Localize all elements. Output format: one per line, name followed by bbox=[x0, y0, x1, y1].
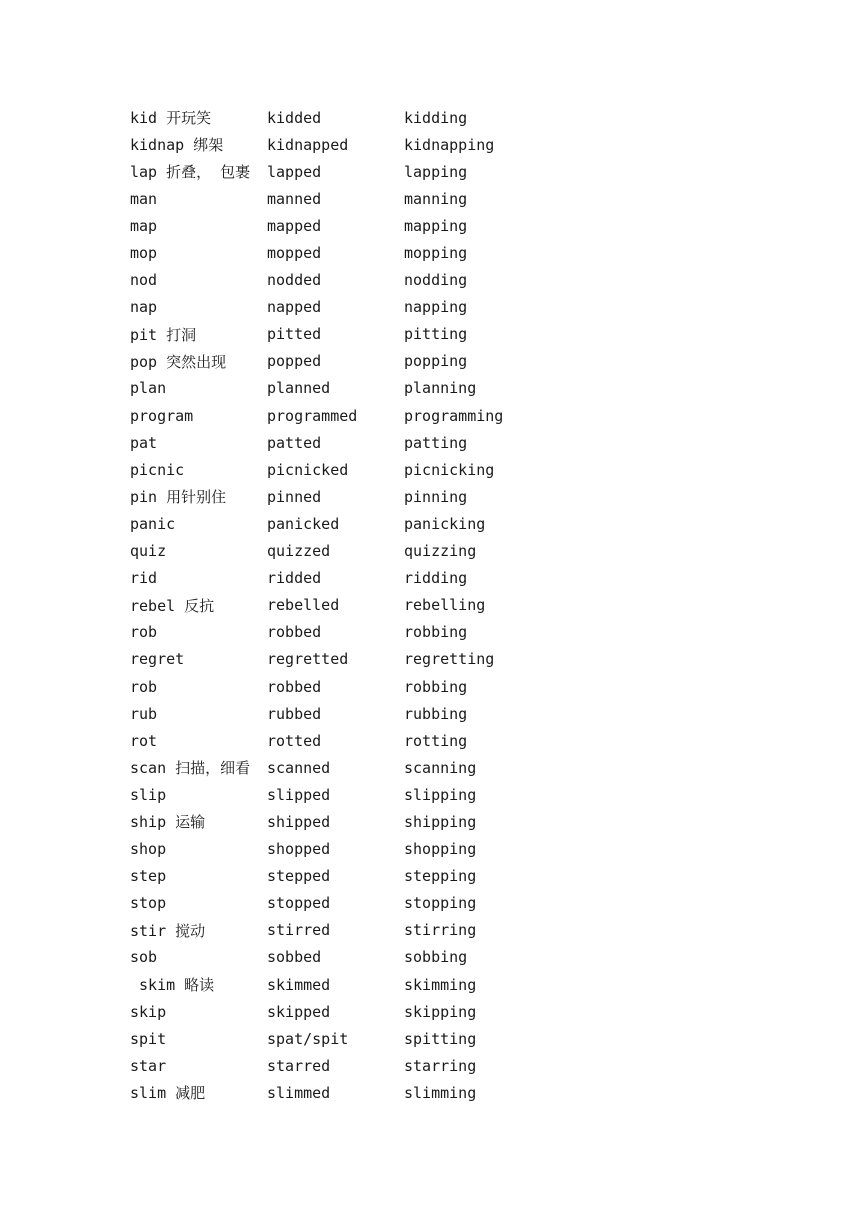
table-row bbox=[130, 538, 554, 565]
base-form-cell: slip bbox=[130, 785, 167, 804]
past-form-cell: scanned bbox=[267, 758, 331, 777]
base-form-cell: skip bbox=[130, 1002, 167, 1021]
table-row bbox=[130, 863, 554, 890]
past-form-cell: popped bbox=[267, 352, 322, 371]
base-form-cell: kid 开玩笑 bbox=[130, 109, 212, 128]
ing-form-cell: mapping bbox=[404, 216, 468, 235]
table-row bbox=[130, 267, 554, 294]
table-row bbox=[130, 158, 554, 185]
base-form-cell: nap bbox=[130, 298, 158, 317]
base-form-cell: rob bbox=[130, 623, 158, 642]
base-form-cell: pop 突然出现 bbox=[130, 352, 227, 371]
table-row bbox=[130, 1052, 554, 1079]
past-form-cell: slimmed bbox=[267, 1083, 331, 1102]
base-form-cell: stir 搅动 bbox=[130, 921, 206, 940]
table-row bbox=[130, 104, 554, 131]
past-form-cell: picnicked bbox=[267, 460, 349, 479]
base-form-cell: sob bbox=[130, 948, 158, 967]
past-form-cell: skimmed bbox=[267, 975, 331, 994]
ing-form-cell: stopping bbox=[404, 894, 477, 913]
ing-form-cell: slipping bbox=[404, 785, 477, 804]
table-row bbox=[130, 321, 554, 348]
base-form-cell: pin 用针别住 bbox=[130, 488, 227, 507]
past-form-cell: lapped bbox=[267, 162, 322, 181]
ing-form-cell: robbing bbox=[404, 677, 468, 696]
table-row bbox=[130, 510, 554, 537]
past-form-cell: rotted bbox=[267, 731, 322, 750]
table-row bbox=[130, 239, 554, 266]
base-form-cell: panic bbox=[130, 514, 176, 533]
table-row bbox=[130, 944, 554, 971]
table-row bbox=[130, 836, 554, 863]
base-form-cell: nod bbox=[130, 271, 158, 290]
past-form-cell: rebelled bbox=[267, 596, 340, 615]
ing-form-cell: scanning bbox=[404, 758, 477, 777]
ing-form-cell: shipping bbox=[404, 812, 477, 831]
base-form-cell: pat bbox=[130, 433, 158, 452]
ing-form-cell: quizzing bbox=[404, 542, 477, 561]
past-form-cell: napped bbox=[267, 298, 322, 317]
ing-form-cell: stepping bbox=[404, 867, 477, 886]
table-row bbox=[130, 375, 554, 402]
ing-form-cell: nodding bbox=[404, 271, 468, 290]
past-form-cell: patted bbox=[267, 433, 322, 452]
table-row bbox=[130, 294, 554, 321]
base-form-cell: lap 折叠， 包裹 bbox=[130, 163, 251, 182]
table-row bbox=[130, 1025, 554, 1052]
ing-form-cell: lapping bbox=[404, 162, 468, 181]
ing-form-cell: planning bbox=[404, 379, 477, 398]
table-row bbox=[130, 808, 554, 835]
ing-form-cell: stirring bbox=[404, 921, 477, 940]
base-form-cell: rid bbox=[130, 569, 158, 588]
ing-form-cell: rebelling bbox=[404, 596, 486, 615]
ing-form-cell: shopping bbox=[404, 840, 477, 859]
past-form-cell: panicked bbox=[267, 514, 340, 533]
past-form-cell: stopped bbox=[267, 894, 331, 913]
base-form-cell: program bbox=[130, 406, 194, 425]
base-form-cell: rebel 反抗 bbox=[130, 596, 215, 615]
table-row bbox=[130, 998, 554, 1025]
ing-form-cell: patting bbox=[404, 433, 468, 452]
ing-form-cell: pitting bbox=[404, 325, 468, 344]
base-form-cell: picnic bbox=[130, 460, 185, 479]
ing-form-cell: picnicking bbox=[404, 460, 495, 479]
base-form-cell: rot bbox=[130, 731, 158, 750]
table-row bbox=[130, 212, 554, 239]
past-form-cell: stepped bbox=[267, 867, 331, 886]
table-row bbox=[130, 483, 554, 510]
ing-form-cell: spitting bbox=[404, 1029, 477, 1048]
base-form-cell: rub bbox=[130, 704, 158, 723]
past-form-cell: pinned bbox=[267, 487, 322, 506]
ing-form-cell: ridding bbox=[404, 569, 468, 588]
past-form-cell: stirred bbox=[267, 921, 331, 940]
base-form-cell: mop bbox=[130, 244, 158, 263]
ing-form-cell: rotting bbox=[404, 731, 468, 750]
base-form-cell: kidnap 绑架 bbox=[130, 136, 224, 155]
table-row bbox=[130, 185, 554, 212]
past-form-cell: shipped bbox=[267, 812, 331, 831]
table-row bbox=[130, 700, 554, 727]
past-form-cell: quizzed bbox=[267, 542, 331, 561]
past-form-cell: shopped bbox=[267, 840, 331, 859]
base-form-cell: spit bbox=[130, 1029, 167, 1048]
ing-form-cell: kidnapping bbox=[404, 135, 495, 154]
past-form-cell: manned bbox=[267, 189, 322, 208]
ing-form-cell: programming bbox=[404, 406, 504, 425]
past-form-cell: rubbed bbox=[267, 704, 322, 723]
past-form-cell: starred bbox=[267, 1056, 331, 1075]
table-row bbox=[130, 131, 554, 158]
ing-form-cell: skimming bbox=[404, 975, 477, 994]
base-form-cell: man bbox=[130, 189, 158, 208]
base-form-cell: scan 扫描，细看 bbox=[130, 759, 251, 778]
ing-form-cell: rubbing bbox=[404, 704, 468, 723]
table-row bbox=[130, 429, 554, 456]
ing-form-cell: skipping bbox=[404, 1002, 477, 1021]
past-form-cell: spat/spit bbox=[267, 1029, 349, 1048]
ing-form-cell: slimming bbox=[404, 1083, 477, 1102]
ing-form-cell: kidding bbox=[404, 108, 468, 127]
table-row bbox=[130, 646, 554, 673]
past-form-cell: kidnapped bbox=[267, 135, 349, 154]
past-form-cell: nodded bbox=[267, 271, 322, 290]
ing-form-cell: starring bbox=[404, 1056, 477, 1075]
base-form-cell: shop bbox=[130, 840, 167, 859]
base-form-cell: skim 略读 bbox=[130, 976, 215, 995]
table-row bbox=[130, 890, 554, 917]
table-row bbox=[130, 619, 554, 646]
base-form-cell: regret bbox=[130, 650, 185, 669]
table-row bbox=[130, 727, 554, 754]
past-form-cell: skipped bbox=[267, 1002, 331, 1021]
table-row bbox=[130, 971, 554, 998]
table-row bbox=[130, 402, 554, 429]
past-form-cell: slipped bbox=[267, 785, 331, 804]
base-form-cell: quiz bbox=[130, 542, 167, 561]
past-form-cell: ridded bbox=[267, 569, 322, 588]
ing-form-cell: pinning bbox=[404, 487, 468, 506]
past-form-cell: robbed bbox=[267, 623, 322, 642]
base-form-cell: slim 减肥 bbox=[130, 1084, 206, 1103]
past-form-cell: kidded bbox=[267, 108, 322, 127]
table-row bbox=[130, 456, 554, 483]
ing-form-cell: panicking bbox=[404, 514, 486, 533]
ing-form-cell: napping bbox=[404, 298, 468, 317]
table-row bbox=[130, 348, 554, 375]
table-row bbox=[130, 673, 554, 700]
base-form-cell: rob bbox=[130, 677, 158, 696]
base-form-cell: star bbox=[130, 1056, 167, 1075]
table-row bbox=[130, 917, 554, 944]
ing-form-cell: manning bbox=[404, 189, 468, 208]
past-form-cell: mopped bbox=[267, 244, 322, 263]
table-row bbox=[130, 1079, 554, 1106]
past-form-cell: robbed bbox=[267, 677, 322, 696]
ing-form-cell: popping bbox=[404, 352, 468, 371]
past-form-cell: pitted bbox=[267, 325, 322, 344]
table-row bbox=[130, 565, 554, 592]
ing-form-cell: mopping bbox=[404, 244, 468, 263]
past-form-cell: programmed bbox=[267, 406, 358, 425]
base-form-cell: ship 运输 bbox=[130, 813, 206, 832]
past-form-cell: regretted bbox=[267, 650, 349, 669]
past-form-cell: planned bbox=[267, 379, 331, 398]
base-form-cell: stop bbox=[130, 894, 167, 913]
ing-form-cell: sobbing bbox=[404, 948, 468, 967]
base-form-cell: plan bbox=[130, 379, 167, 398]
verb-forms-table bbox=[130, 104, 554, 1106]
table-row bbox=[130, 754, 554, 781]
base-form-cell: pit 打洞 bbox=[130, 325, 197, 344]
base-form-cell: map bbox=[130, 216, 158, 235]
past-form-cell: mapped bbox=[267, 216, 322, 235]
ing-form-cell: robbing bbox=[404, 623, 468, 642]
table-row bbox=[130, 781, 554, 808]
base-form-cell: step bbox=[130, 867, 167, 886]
ing-form-cell: regretting bbox=[404, 650, 495, 669]
past-form-cell: sobbed bbox=[267, 948, 322, 967]
table-row bbox=[130, 592, 554, 619]
